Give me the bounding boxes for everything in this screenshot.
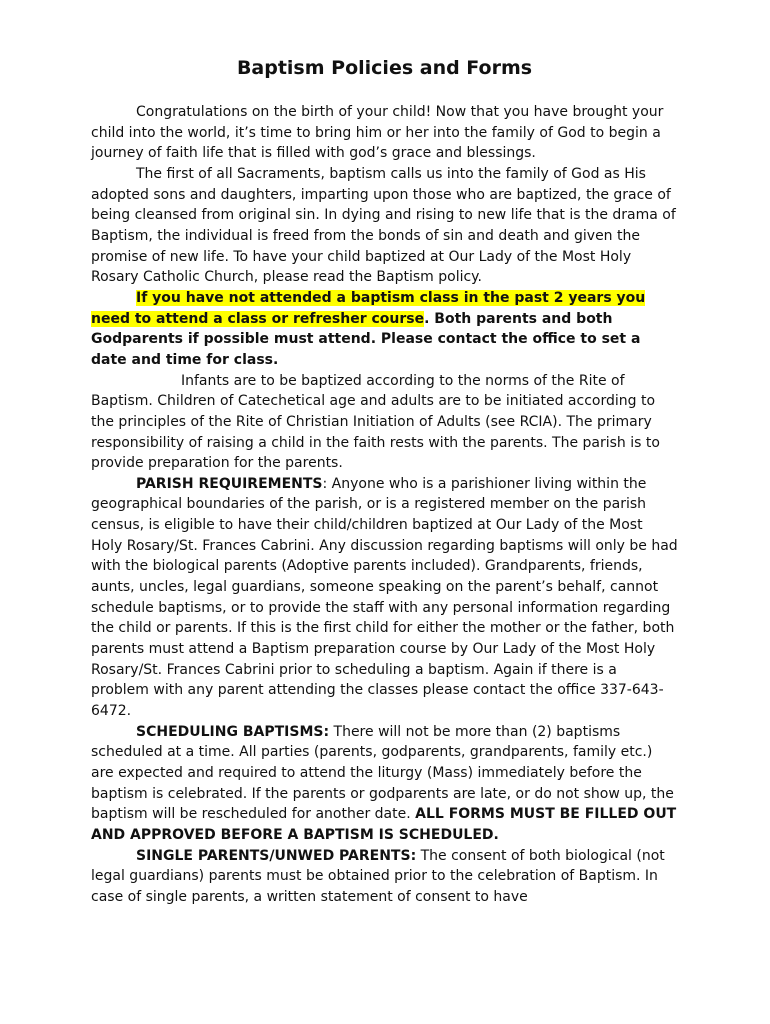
forms-notice: ALL FORMS MUST BE FILLED OUT AND APPROVED BEFORE A BAPTISM IS SCHEDULED. [91,806,677,843]
class-requirement-highlight: If you have not attended a baptism class in the past 2 years you need to attend a class or refresher course [91,289,646,327]
infants-paragraph: Infants are to be baptized according to the norms of the Rite of Baptism. Children of Catechetical age and adults are to be initiated according to the principles of the Rite of Christian Initiation of Adults (see RCIA). The primary responsibility of raising a child in the faith rests with the parents. The parish is to provide preparation for the parents. [91,372,660,472]
scheduling-heading: SCHEDULING BAPTISMS: [136,723,330,740]
parish-requirements-heading: PARISH REQUIREMENTS [136,475,323,492]
single-parents-heading: SINGLE PARENTS/UNWED PARENTS: [136,847,417,864]
intro-paragraph: Congratulations on the birth of your child! Now that you have brought your child into the world, it’s time to bring him or her into the family of God to begin a journey of faith life that is filled with god’s grace and blessings. [91,104,664,162]
scheduling-text: There will not be more than (2) baptisms scheduled at a time. All parties (parents, godparents, grandparents, family etc.) are expected and required to attend the liturgy (Mass) immediately before the baptism is celebrated. If the parents or godparents are late, or do not show up, the baptism will be rescheduled for another date. [91,723,674,823]
page-title: Baptism Policies and Forms [236,57,533,79]
single-parents-text: The consent of both biological (not legal guardians) parents must be obtained prior to the celebration of Baptism. In case of single parents, a written statement of consent to have [91,847,665,905]
class-requirement-paragraph [91,288,678,371]
parish-requirements-text: : Anyone who is a parishioner living within the geographical boundaries of the parish, or is a registered member on the parish census, is eligible to have their child/children baptized at Our Lady of the Most Holy Rosary/St. Frances Cabrini. Any discussion regarding baptisms will only be had with the biological parents (Adoptive parents included). Grandparents, friends, aunts, uncles, legal guardians, someone speaking on the parent’s behalf, cannot schedule baptisms, or to provide the staff with any personal information regarding the child or parents. If this is the first child for either the mother or the father, both parents must attend a Baptism preparation course by Our Lady of the Most Holy Rosary/St. Frances Cabrini prior to scheduling a baptism. Again if there is a problem with any parent attending the classes please contact the office 337-643-6472. [91,475,678,720]
single-parents-paragraph [91,846,678,908]
scheduling-paragraph [91,722,678,846]
class-requirement-details: . Both parents and both Godparents if possible must attend. Please contact the office to set a date and time for class. [91,310,641,368]
sacrament-paragraph: The first of all Sacraments, baptism calls us into the family of God as His adopted sons and daughters, imparting upon those who are baptized, the grace of being cleansed from original sin. In dying and rising to new life that is the drama of Baptism, the individual is freed from the bonds of sin and death and given the promise of new life. To have your child baptized at Our Lady of the Most Holy Rosary Catholic Church, please read the Baptism policy. [91,165,676,286]
parish-requirements-paragraph [91,474,678,722]
